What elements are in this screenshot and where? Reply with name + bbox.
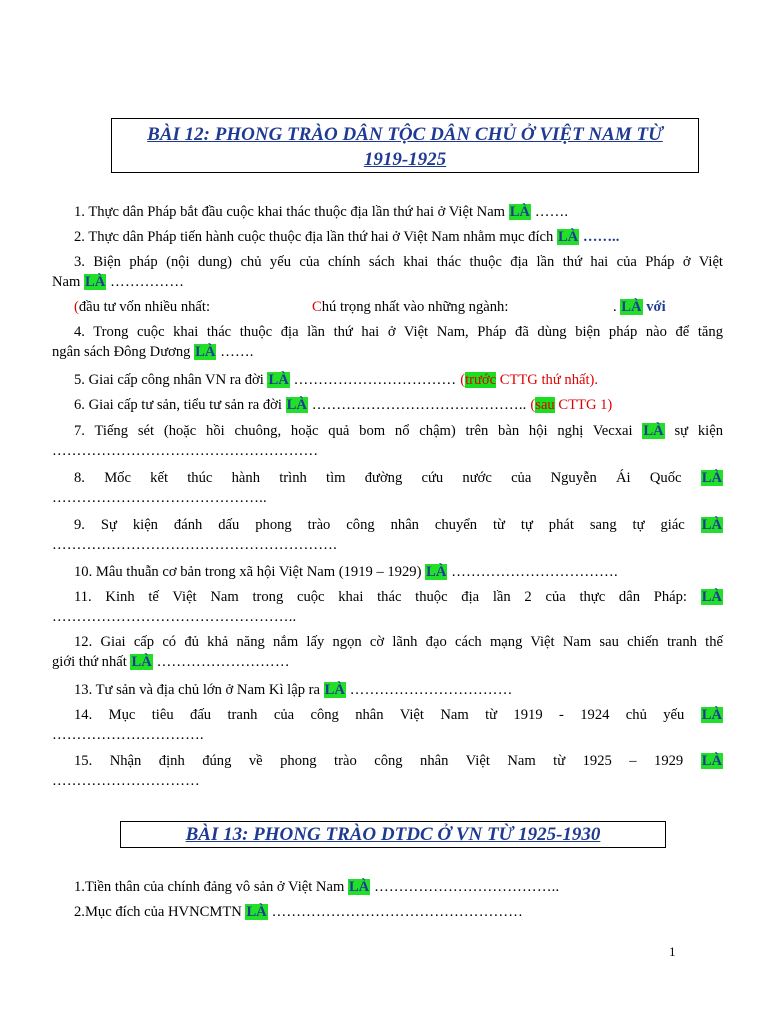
question-4: 4. Trong cuộc khai thác thuộc địa lần thứ hai ở Việt Nam, Pháp đã dùng biện pháp nào để tăng ngân sách Đông Dương LÀ ……. [52,324,723,360]
answer-tag: LÀ [509,204,530,220]
lesson-13-question-1: 1.Tiền thân của chính đảng vô sản ở Việt Nam LÀ ……………………………….. [74,879,560,895]
answer-tag: LÀ [621,299,642,315]
answer-tag: LÀ [348,879,370,895]
answer-tag: LÀ [131,654,152,670]
answer-tag: LÀ [701,589,722,605]
lesson-12-title [111,118,699,173]
question-11: 11. Kinh tế Việt Nam trong cuộc khai thác thuộc địa lần 2 của thực dân Pháp: LÀ ………………………………………….. [52,589,722,625]
question-1: 1. Thực dân Pháp bắt đầu cuộc khai thác thuộc địa lần thứ hai ở Việt Nam LÀ ……. [74,204,569,220]
lesson-12-title-line2: 1919-1925 [363,149,447,170]
question-14: 14. Mục tiêu đấu tranh của công nhân Việt Nam từ 1919 - 1924 chủ yếu LÀ …………………………. [52,707,722,743]
question-6: 6. Giai cấp tư sản, tiểu tư sản ra đời LÀ …………………………………….. (sau CTTG 1) [74,397,613,413]
question-3-note: (đầu tư vốn nhiều nhất: Chú trọng nhất vào những ngành: . LÀ với [74,299,666,315]
question-2: 2. Thực dân Pháp tiến hành cuộc thuộc địa lần thứ hai ở Việt Nam nhằm mục đích LÀ …….. [74,229,620,245]
question-12: 12. Giai cấp có đủ khả năng nắm lấy ngọn cờ lãnh đạo cách mạng Việt Nam sau chiến tranh thế giới thứ nhất LÀ ……………………… [52,634,723,670]
question-13: 13. Tư sản và địa chủ lớn ở Nam Kì lập ra LÀ …………………………… [74,682,513,698]
question-9: 9. Sự kiện đánh dấu phong trào công nhân chuyển từ tự phát sang tự giác LÀ …………………………………………………. [52,517,723,553]
question-10: 10. Mâu thuẫn cơ bản trong xã hội Việt Nam (1919 – 1929) LÀ ……………………………. [74,564,618,580]
question-8: 8. Mốc kết thúc hành trình tìm đường cứu nước của Nguyễn Ái Quốc LÀ …………………………………….. [52,470,722,506]
answer-tag: LÀ [701,470,722,486]
answer-tag: LÀ [426,564,447,580]
answer-tag: LÀ [195,344,216,360]
question-7: 7. Tiếng sét (hoặc hồi chuông, hoặc quả bom nổ chậm) trên bàn hội nghị Vecxai LÀ sự kiện ……………………………………………… [52,423,723,459]
answer-tag: LÀ [557,229,579,245]
lesson-12-title-line1: BÀI 12: PHONG TRÀO DÂN TỘC DÂN CHỦ Ở VIỆT NAM TỪ [147,124,663,145]
lesson-13-title: BÀI 13: PHONG TRÀO DTDC Ở VN TỪ 1925-1930 [120,821,666,848]
answer-tag: LÀ [643,423,664,439]
answer-tag: LÀ [701,707,722,723]
answer-tag: LÀ [246,904,267,920]
page-number: 1 [669,944,676,959]
answer-tag: LÀ [286,397,307,413]
answer-tag: LÀ [268,372,289,388]
answer-tag: LÀ [324,682,345,698]
question-5: 5. Giai cấp công nhân VN ra đời LÀ …………………………… (trước CTTG thứ nhất). [74,372,599,388]
answer-tag: LÀ [85,274,106,290]
question-3: 3. Biện pháp (nội dung) chủ yếu của chính sách khai thác thuộc địa lần thứ hai của Pháp ở Việt Nam LÀ …………… [52,254,723,290]
question-15: 15. Nhận định đúng về phong trào công nhân Việt Nam từ 1925 – 1929 LÀ ………………………… [52,753,722,789]
answer-tag: LÀ [701,753,722,769]
answer-tag: LÀ [701,517,723,533]
lesson-13-question-2: 2.Mục đích của HVNCMTN LÀ …………………………………………… [74,904,524,920]
